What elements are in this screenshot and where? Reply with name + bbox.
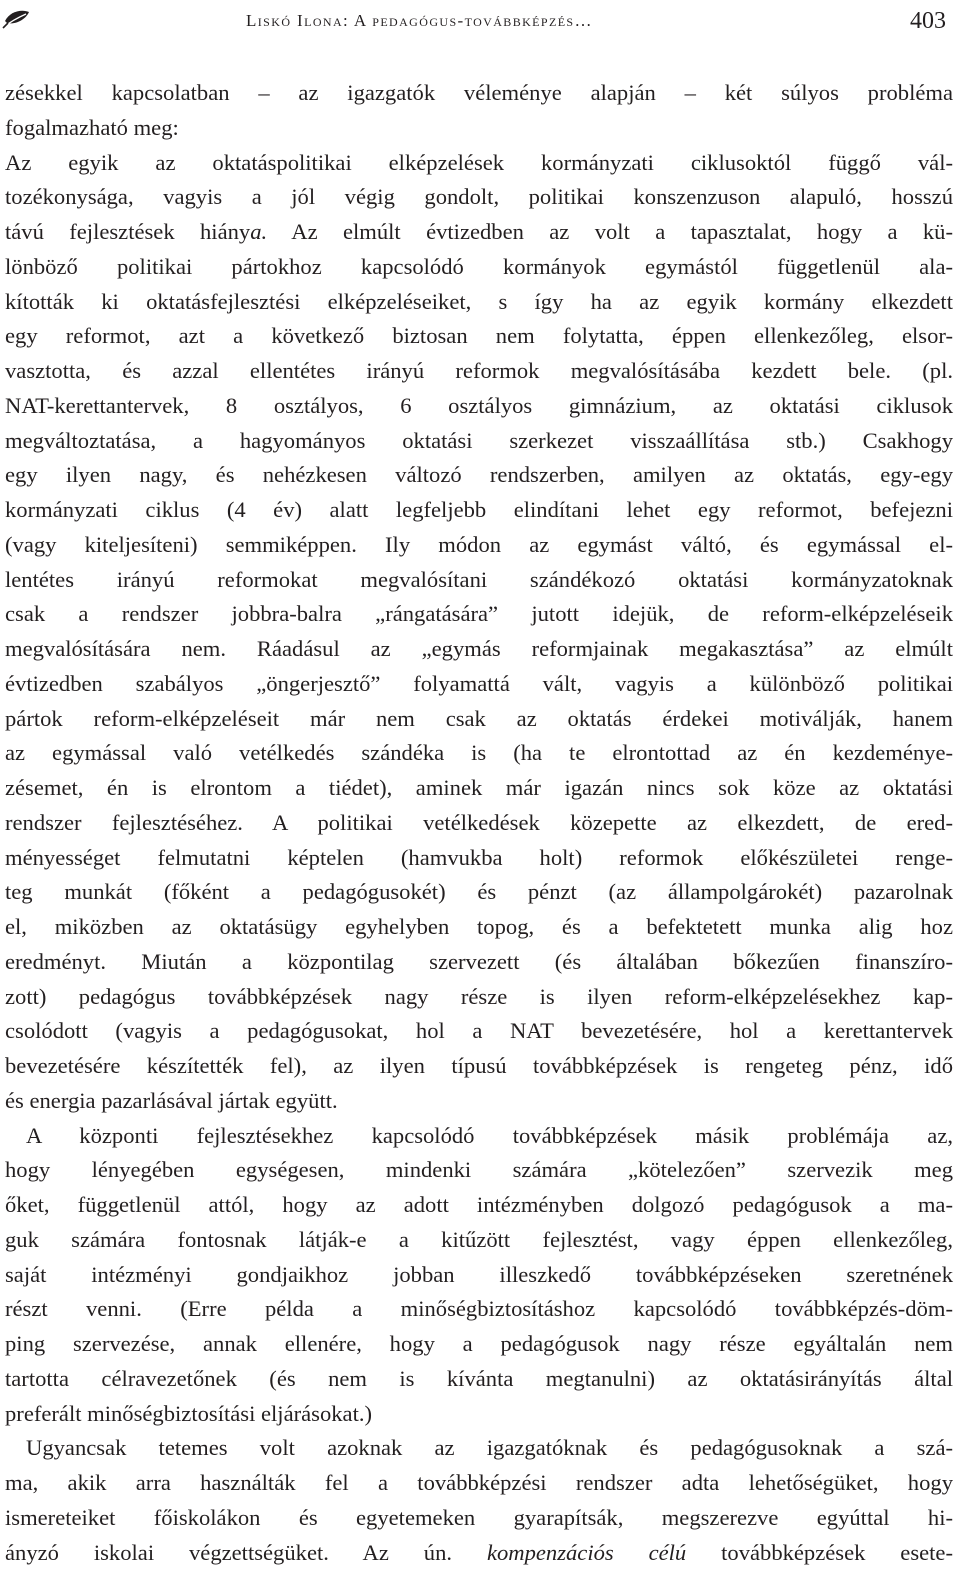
text-line: Az egyik az oktatáspolitikai elképzelések kormányzati ciklusoktól függő vál- — [5, 146, 953, 181]
text-line — [5, 215, 953, 250]
text-line: és energia pazarlásával jártak együtt. — [5, 1084, 953, 1119]
text-line: NAT-kerettantervek, 8 osztályos, 6 osztályos gimnázium, az oktatási ciklusok — [5, 389, 953, 424]
text-line: Ugyancsak tetemes volt azoknak az igazgatóknak és pedagógusoknak a szá- — [5, 1431, 953, 1466]
text-line: teg munkát (főként a pedagógusokét) és pénzt (az állampolgárokét) pazarolnak — [5, 875, 953, 910]
text-line: rendszer fejlesztéséhez. A politikai vetélkedések közepette az elkezdett, de ered- — [5, 806, 953, 841]
text-line — [5, 1536, 953, 1570]
text-line: bevezetésére készítették fel), az ilyen típusú továbbképzések is rengeteg pénz, idő — [5, 1049, 953, 1084]
text-line: zésemet, én is elrontom a tiédet), aminek már igazán nincs sok köze az oktatási — [5, 771, 953, 806]
text-line: hogy lényegében egységesen, mindenki számára „kötelezően” szervezik meg — [5, 1153, 953, 1188]
text-line: guk számára fontosnak látják-e a kitűzött fejlesztést, vagy éppen ellenkezőleg, — [5, 1223, 953, 1258]
text-line: megvalósítására nem. Ráadásul az „egymás reformjainak megakasztása” az elmúlt — [5, 632, 953, 667]
text-line: (vagy kiteljesíteni) semmiképpen. Ily módon az egymást váltó, és egymással el- — [5, 528, 953, 563]
text-line: ping szervezése, annak ellenére, hogy a pedagógusok nagy része egyáltalán nem — [5, 1327, 953, 1362]
text-line: lönböző politikai pártokhoz kapcsolódó kormányok egymástól függetlenül ala- — [5, 250, 953, 285]
paragraph-1 — [5, 76, 953, 1119]
text-line: ismereteiket főiskolákon és egyetemeken gyarapítsák, megszerezve egyúttal hi- — [5, 1501, 953, 1536]
italic-run: a. — [250, 219, 267, 244]
text-run: távú fejlesztések hiány — [5, 219, 250, 244]
leaf-ornament-icon — [2, 8, 32, 30]
text-run: Az elmúlt évtizedben az volt a tapasztalat, hogy a kü- — [267, 219, 953, 244]
text-line: tartotta célravezetőnek (és nem is kívánta megtanulni) az oktatásirányítás által — [5, 1362, 953, 1397]
text-line: az egymással való vetélkedés szándéka is (ha te elrontottad az én kezdeménye- — [5, 736, 953, 771]
text-line: saját intézményi gondjaikhoz jobban illeszkedő továbbképzéseken szeretnének — [5, 1258, 953, 1293]
text-line: megváltoztatása, a hagyományos oktatási szerkezet visszaállítása stb.) Csakhogy — [5, 424, 953, 459]
body-text — [5, 76, 953, 1570]
text-line: pártok reform-elképzeléseit már nem csak az oktatás érdekei motiválják, hanem — [5, 702, 953, 737]
page-header — [0, 6, 960, 36]
text-line: fogalmazható meg: — [5, 111, 953, 146]
text-line: tozékonysága, vagyis a jól végig gondolt, politikai konszenzuson alapuló, hosszú — [5, 180, 953, 215]
text-line: A központi fejlesztésekhez kapcsolódó továbbképzések másik problémája az, — [5, 1119, 953, 1154]
text-line: ma, akik arra használták fel a továbbképzési rendszer adta lehetőségüket, hogy — [5, 1466, 953, 1501]
text-run: ányzó iskolai végzettségüket. Az ún. — [5, 1540, 487, 1565]
paragraph-2 — [5, 1119, 953, 1432]
text-line: évtizedben szabályos „öngerjesztő” folyamattá vált, vagyis a különböző politikai — [5, 667, 953, 702]
text-line: eredményt. Miután a központilag szervezett (és általában bőkezűen finanszíro- — [5, 945, 953, 980]
text-line: lentétes irányú reformokat megvalósítani szándékozó oktatási kormányzatoknak — [5, 563, 953, 598]
text-line: egy reformot, azt a következő biztosan nem folytatta, éppen ellenkezőleg, elsor- — [5, 319, 953, 354]
text-line: részt venni. (Erre példa a minőségbiztosításhoz kapcsolódó továbbképzés-döm- — [5, 1292, 953, 1327]
text-line: csak a rendszer jobbra-balra „rángatására” jutott idejük, de reform-elképzeléseik — [5, 597, 953, 632]
text-line: vasztotta, és azzal ellentétes irányú reformok megvalósításába kezdett bele. (pl. — [5, 354, 953, 389]
text-line: zésekkel kapcsolatban – az igazgatók véleménye alapján – két súlyos probléma — [5, 76, 953, 111]
italic-run: kompenzációs célú — [487, 1540, 686, 1565]
text-line: preferált minőségbiztosítási eljárásokat.) — [5, 1397, 953, 1432]
text-line: kormányzati ciklus (4 év) alatt legfeljebb elindítani lehet egy reformot, befejezni — [5, 493, 953, 528]
text-line: csolódott (vagyis a pedagógusokat, hol a NAT bevezetésére, hol a kerettantervek — [5, 1014, 953, 1049]
text-line: egy ilyen nagy, és nehézkesen változó rendszerben, amilyen az oktatás, egy-egy — [5, 458, 953, 493]
text-line: ményességet felmutatni képtelen (hamvukba holt) reformok előkészületei renge- — [5, 841, 953, 876]
running-head: Liskó Ilona: A pedagógus-továbbképzés… — [246, 11, 593, 31]
paragraph-3 — [5, 1431, 953, 1570]
text-line: el, miközben az oktatásügy egyhelyben topog, és a befektetett munka alig hoz — [5, 910, 953, 945]
text-line: kították ki oktatásfejlesztési elképzeléseiket, s így ha az egyik kormány elkezdett — [5, 285, 953, 320]
text-line: őket, függetlenül attól, hogy az adott intézményben dolgozó pedagógusok a ma- — [5, 1188, 953, 1223]
text-run: továbbképzések esete- — [686, 1540, 953, 1565]
text-line: zott) pedagógus továbbképzések nagy része is ilyen reform-elképzelésekhez kap- — [5, 980, 953, 1015]
page-number: 403 — [910, 8, 946, 35]
